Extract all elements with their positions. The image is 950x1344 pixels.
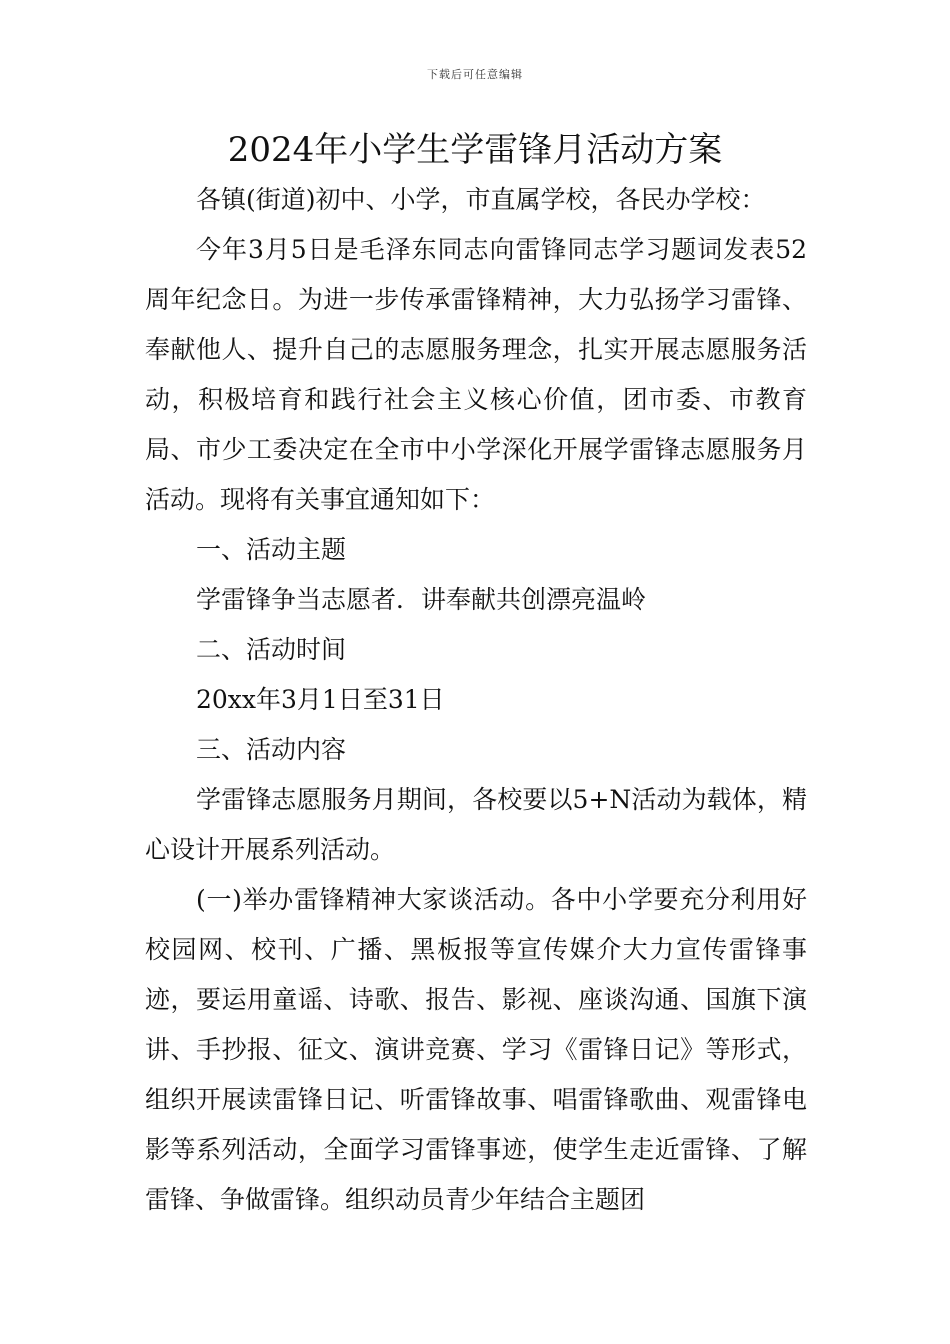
- content-intro-paragraph: 学雷锋志愿服务月期间，各校要以5+N活动为载体，精心设计开展系列活动。: [145, 785, 807, 864]
- theme-paragraph: 学雷锋争当志愿者．讲奉献共创漂亮温岭: [196, 585, 647, 614]
- content-item-1-paragraph: (一)举办雷锋精神大家谈活动。各中小学要充分利用好校园网、校刊、广播、黑板报等宣传媒介大力宣传雷锋事迹，要运用童谣、诗歌、报告、影视、座谈沟通、国旗下演讲、手抄报、征文、演讲竞赛、学习《雷锋日记》等形式，组织开展读雷锋日记、听雷锋故事、唱雷锋歌曲、观雷锋电影等系列活动，全面学习雷锋事迹，使学生走近雷锋、了解雷锋、争做雷锋。组织动员青少年结合主题团: [145, 885, 807, 1214]
- section-heading-theme: 一、活动主题: [196, 535, 347, 564]
- intro-paragraph: 今年3月5日是毛泽东同志向雷锋同志学习题词发表52周年纪念日。为进一步传承雷锋精神，大力弘扬学习雷锋、奉献他人、提升自己的志愿服务理念，扎实开展志愿服务活动，积极培育和践行社会主义核心价值，团市委、市教育局、市少工委决定在全市中小学深化开展学雷锋志愿服务月活动。现将有关事宜通知如下：: [145, 235, 807, 514]
- time-paragraph: 20xx年3月1日至31日: [196, 685, 445, 714]
- section-heading-time: 二、活动时间: [196, 635, 347, 664]
- header-note: 下载后可任意编辑: [427, 68, 523, 81]
- document-body: [145, 175, 807, 1225]
- document-title: 2024年小学生学雷锋月活动方案: [227, 130, 723, 170]
- salutation-paragraph: 各镇(街道)初中、小学，市直属学校，各民办学校：: [196, 185, 766, 214]
- section-heading-content: 三、活动内容: [196, 735, 347, 764]
